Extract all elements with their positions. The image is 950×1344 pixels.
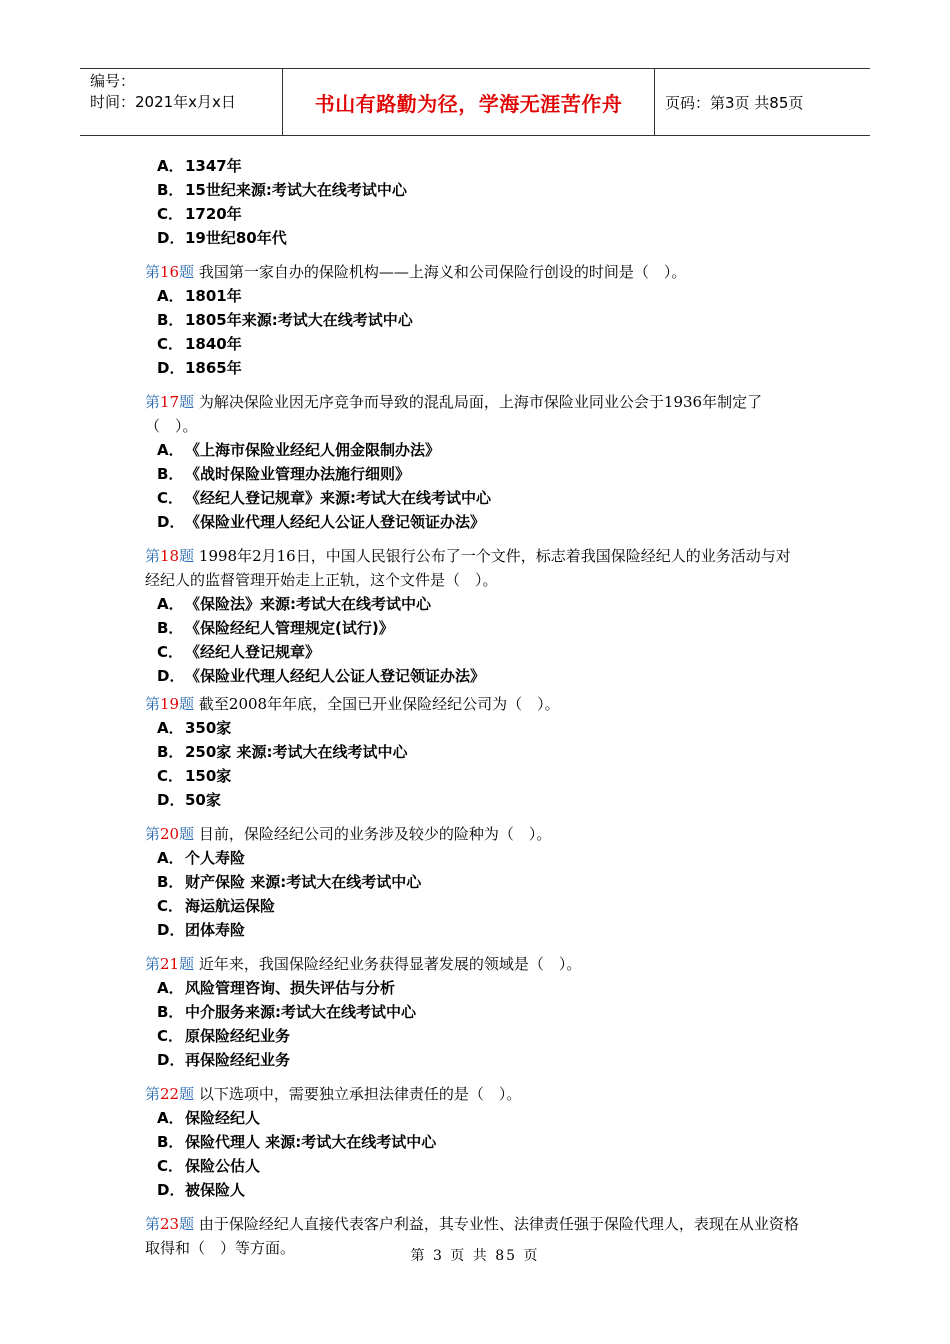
question-prefix: 第 [145,695,161,713]
option-text: 1805年来源:考试大在线考试中心 [185,311,413,329]
answer-option [145,1154,805,1178]
question-number: 19 [160,695,180,713]
date-label: 时间：2021年x月x日 [90,93,236,111]
question-body: 以下选项中，需要独立承担法律责任的是（ ）。 [198,1085,522,1103]
question-number: 18 [160,547,180,565]
option-letter: A． [157,979,184,997]
option-text: 15世纪来源:考试大在线考试中心 [185,181,407,199]
answer-option [145,510,805,534]
question-suffix: 题 [179,1085,195,1103]
option-text: 《保险业代理人经纪人公证人登记领证办法》 [185,513,486,531]
option-text: 保险代理人 来源:考试大在线考试中心 [185,1133,437,1151]
question-prefix: 第 [145,1215,161,1233]
option-letter: D． [157,359,185,377]
question-body: 为解决保险业因无序竞争而导致的混乱局面，上海市保险业同业公会于1936年制定了（ ）。 [145,393,763,435]
option-text: 被保险人 [185,1181,246,1199]
question-text [145,952,805,976]
answer-option [145,640,805,664]
header-meta [80,69,282,135]
option-letter: C． [157,897,184,915]
option-text: 1801年 [185,287,242,305]
option-text: 原保险经纪业务 [185,1027,291,1045]
question-suffix: 题 [179,695,195,713]
option-letter: A． [157,157,184,175]
question-suffix: 题 [179,1215,195,1233]
option-text: 财产保险 来源:考试大在线考试中心 [185,873,422,891]
question-text [145,822,805,846]
number-label: 编号： [90,72,136,90]
answer-option [145,284,805,308]
question-body: 我国第一家自办的保险机构——上海义和公司保险行创设的时间是（ ）。 [198,263,687,281]
question-prefix: 第 [145,393,161,411]
answer-option [145,716,805,740]
option-text: 《战时保险业管理办法施行细则》 [185,465,411,483]
answer-option [145,1024,805,1048]
question-prefix: 第 [145,1085,161,1103]
option-letter: D． [157,921,185,939]
answer-option [145,356,805,380]
answer-option [145,918,805,942]
option-text: 海运航运保险 [185,897,276,915]
question-number: 23 [160,1215,180,1233]
question-body: 1998年2月16日，中国人民银行公布了一个文件，标志着我国保险经纪人的业务活动与对经纪人的监督管理开始走上正轨，这个文件是（ ）。 [145,547,791,589]
header-page-info: 页码：第3页 共85页 [665,93,804,112]
question-text [145,390,805,438]
option-text: 个人寿险 [185,849,246,867]
option-text: 《保险法》来源:考试大在线考试中心 [185,595,432,613]
answer-option [145,154,805,178]
option-letter: D． [157,513,185,531]
option-text: 《保险经纪人管理规定(试行)》 [185,619,394,637]
option-text: 350家 [185,719,232,737]
answer-option [145,1000,805,1024]
option-letter: B． [157,311,184,329]
question-block [145,822,805,942]
option-text: 19世纪80年代 [185,229,287,247]
question-suffix: 题 [179,547,195,565]
question-block [145,952,805,1072]
question-number: 17 [160,393,180,411]
option-text: 50家 [185,791,221,809]
answer-option [145,308,805,332]
option-text: 保险公估人 [185,1157,261,1175]
answer-option [145,788,805,812]
option-letter: B． [157,181,184,199]
answer-option [145,976,805,1000]
option-text: 1865年 [185,359,242,377]
page-header [80,68,870,136]
answer-option [145,1048,805,1072]
option-letter: C． [157,1157,184,1175]
answer-option [145,764,805,788]
option-text: 1347年 [185,157,242,175]
page-footer: 第 3 页 共 85 页 [410,1248,540,1264]
answer-option [145,846,805,870]
answer-option [145,616,805,640]
question-block [145,260,805,380]
answer-option [145,1130,805,1154]
question-prefix: 第 [145,547,161,565]
option-text: 《上海市保险业经纪人佣金限制办法》 [185,441,441,459]
answer-option [145,462,805,486]
question-list [145,154,805,1260]
answer-option [145,894,805,918]
option-letter: D． [157,791,185,809]
option-letter: A． [157,595,184,613]
answer-option [145,740,805,764]
question-prefix: 第 [145,955,161,973]
option-letter: A． [157,441,184,459]
answer-option [145,226,805,250]
question-prefix: 第 [145,263,161,281]
answer-option [145,664,805,688]
answer-option [145,1106,805,1130]
option-text: 中介服务来源:考试大在线考试中心 [185,1003,417,1021]
answer-option [145,178,805,202]
question-number: 16 [160,263,180,281]
question-body: 由于保险经纪人直接代表客户利益，其专业性、法律责任强于保险代理人，表现在从业资格取得和（ ）等方面。 [145,1215,799,1257]
option-text: 保险经纪人 [185,1109,261,1127]
option-letter: B． [157,619,184,637]
question-block [145,544,805,688]
answer-option [145,332,805,356]
answer-option [145,438,805,462]
answer-option [145,486,805,510]
option-letter: D． [157,229,185,247]
answer-option [145,870,805,894]
question-block [145,692,805,812]
option-text: 1720年 [185,205,242,223]
option-text: 团体寿险 [185,921,246,939]
option-letter: C． [157,643,184,661]
option-letter: B． [157,1133,184,1151]
question-suffix: 题 [179,825,195,843]
question-number: 22 [160,1085,180,1103]
question-block [145,154,805,250]
question-number: 20 [160,825,180,843]
option-letter: A． [157,719,184,737]
option-letter: D． [157,1181,185,1199]
question-block [145,1082,805,1202]
option-text: 《经纪人登记规章》 [185,643,321,661]
question-body: 目前，保险经纪公司的业务涉及较少的险种为（ ）。 [198,825,552,843]
option-letter: C． [157,489,184,507]
option-letter: C． [157,1027,184,1045]
question-body: 截至2008年年底，全国已开业保险经纪公司为（ ）。 [198,695,560,713]
answer-option [145,592,805,616]
option-letter: C． [157,335,184,353]
answer-option [145,1178,805,1202]
option-text: 风险管理咨询、损失评估与分析 [185,979,396,997]
option-text: 《保险业代理人经纪人公证人登记领证办法》 [185,667,486,685]
question-number: 21 [160,955,180,973]
option-letter: B． [157,873,184,891]
question-suffix: 题 [179,393,195,411]
option-letter: C． [157,767,184,785]
question-prefix: 第 [145,825,161,843]
option-letter: A． [157,287,184,305]
question-text [145,260,805,284]
option-letter: A． [157,849,184,867]
option-letter: B． [157,743,184,761]
option-letter: C． [157,205,184,223]
option-letter: B． [157,1003,184,1021]
question-text [145,692,805,716]
option-text: 150家 [185,767,232,785]
question-suffix: 题 [179,263,195,281]
question-suffix: 题 [179,955,195,973]
question-block [145,390,805,534]
option-letter: D． [157,1051,185,1069]
question-text [145,1082,805,1106]
option-letter: D． [157,667,185,685]
header-motto: 书山有路勤为径，学海无涯苦作舟 [282,69,655,135]
question-text [145,544,805,592]
answer-option [145,202,805,226]
option-letter: B． [157,465,184,483]
question-body: 近年来，我国保险经纪业务获得显著发展的领域是（ ）。 [198,955,582,973]
option-text: 再保险经纪业务 [185,1051,291,1069]
option-text: 《经纪人登记规章》来源:考试大在线考试中心 [185,489,492,507]
option-text: 250家 来源:考试大在线考试中心 [185,743,408,761]
option-text: 1840年 [185,335,242,353]
option-letter: A． [157,1109,184,1127]
